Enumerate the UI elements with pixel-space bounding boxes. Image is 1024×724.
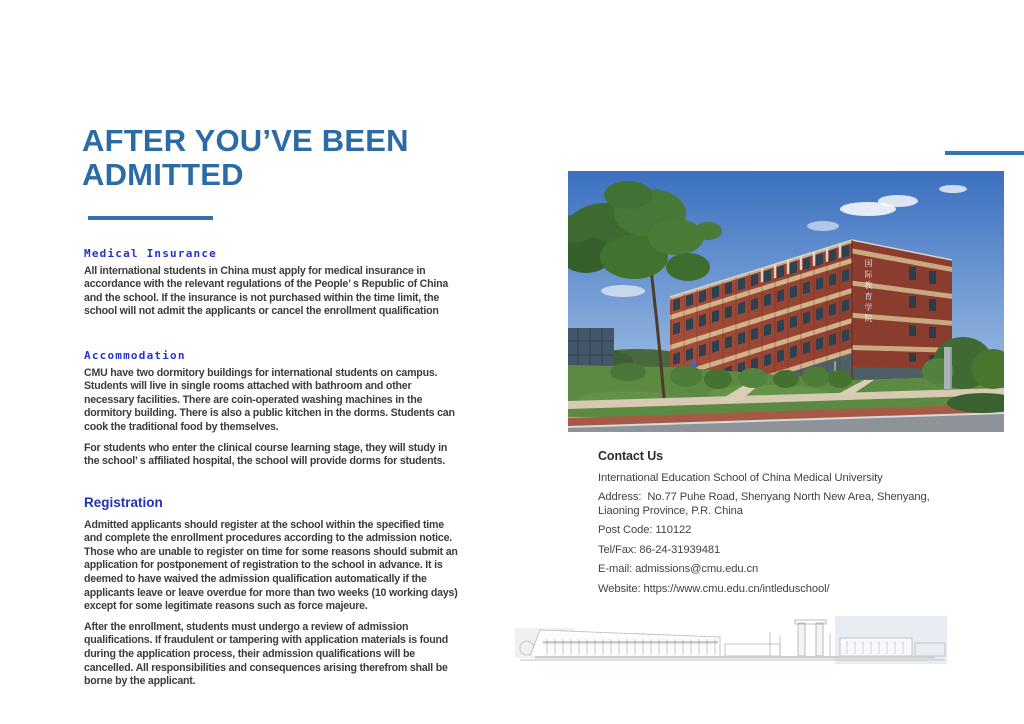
contact-postcode-line: Post Code: 110122: [598, 524, 692, 536]
registration-paragraph-2: After the enrollment, students must undergo a review of admission qualifications. If fraudulent or tampering with application materials is found during the application process, their admission qualifications will be cancelled. All responsibilities and consequences arising therefrom shall be borne by the applicant.: [84, 620, 449, 688]
section-accommodation: [84, 349, 462, 476]
page-title-line-2: ADMITTED: [82, 157, 244, 192]
contact-email-link[interactable]: E-mail: admissions@cmu.edu.cn: [598, 563, 759, 575]
section-registration: [84, 496, 462, 696]
accommodation-paragraph-1: CMU have two dormitory buildings for international students on campus. Students will live in single rooms attached with bathroom and other necessary facilities. There are coin-operated washing machines in the dormitory building. There is also a public kitchen in the dorms. Students can cook the traditional food by themselves.: [84, 366, 455, 433]
accommodation-heading: Accommodation: [84, 349, 186, 362]
contact-section: [598, 450, 946, 602]
contact-org-line: International Education School of China Medical University: [598, 471, 883, 484]
contact-telfax-line: Tel/Fax: 86-24-31939481: [598, 543, 721, 556]
contact-website-link[interactable]: Website: https://www.cmu.edu.cn/intleduschool/: [598, 582, 830, 595]
campus-photo-illustration: [568, 171, 1004, 432]
medical-insurance-text: All international students in China must apply for medical insurance in accordance with the relevant regulations of the People’ s Republic of China and the school. If the insurance is not purchased within the time limit, the school will not admit the applicants or cancel the enrollment qualification: [84, 264, 449, 318]
contact-address-line: Address: No.77 Puhe Road, Shenyang North New Area, Shenyang, Liaoning Province, P.R. China: [598, 491, 930, 517]
section-medical-insurance: [84, 247, 462, 326]
campus-outline-sketch: [515, 610, 950, 677]
building-sign-text: 国际教育学院: [864, 259, 873, 325]
accommodation-paragraph-2: For students who enter the clinical course learning stage, they will study in the school’ s affiliated hospital, the school will provide dorms for students.: [84, 441, 448, 468]
page-title: [82, 124, 512, 192]
registration-heading: Registration: [84, 495, 163, 510]
registration-paragraph-1: Admitted applicants should register at the school within the specified time and complete the enrollment procedures according to the admission notice. Those who are unable to register on time for some reasons should submit an application for postponement of registration to the school in advance. It is deemed to have waived the admission qualification automatically if the applicants leave or leave overdue for more than two weeks (10 working days) except for some legitimate reasons such as force majeure.: [84, 518, 458, 613]
page-title-line-1: AFTER YOU’VE BEEN: [82, 123, 409, 158]
contact-heading: Contact Us: [598, 449, 663, 463]
medical-insurance-heading: Medical Insurance: [84, 247, 217, 260]
top-accent-rule: [945, 151, 1024, 155]
title-underline: [88, 216, 213, 220]
campus-building-photo: [568, 171, 1004, 432]
